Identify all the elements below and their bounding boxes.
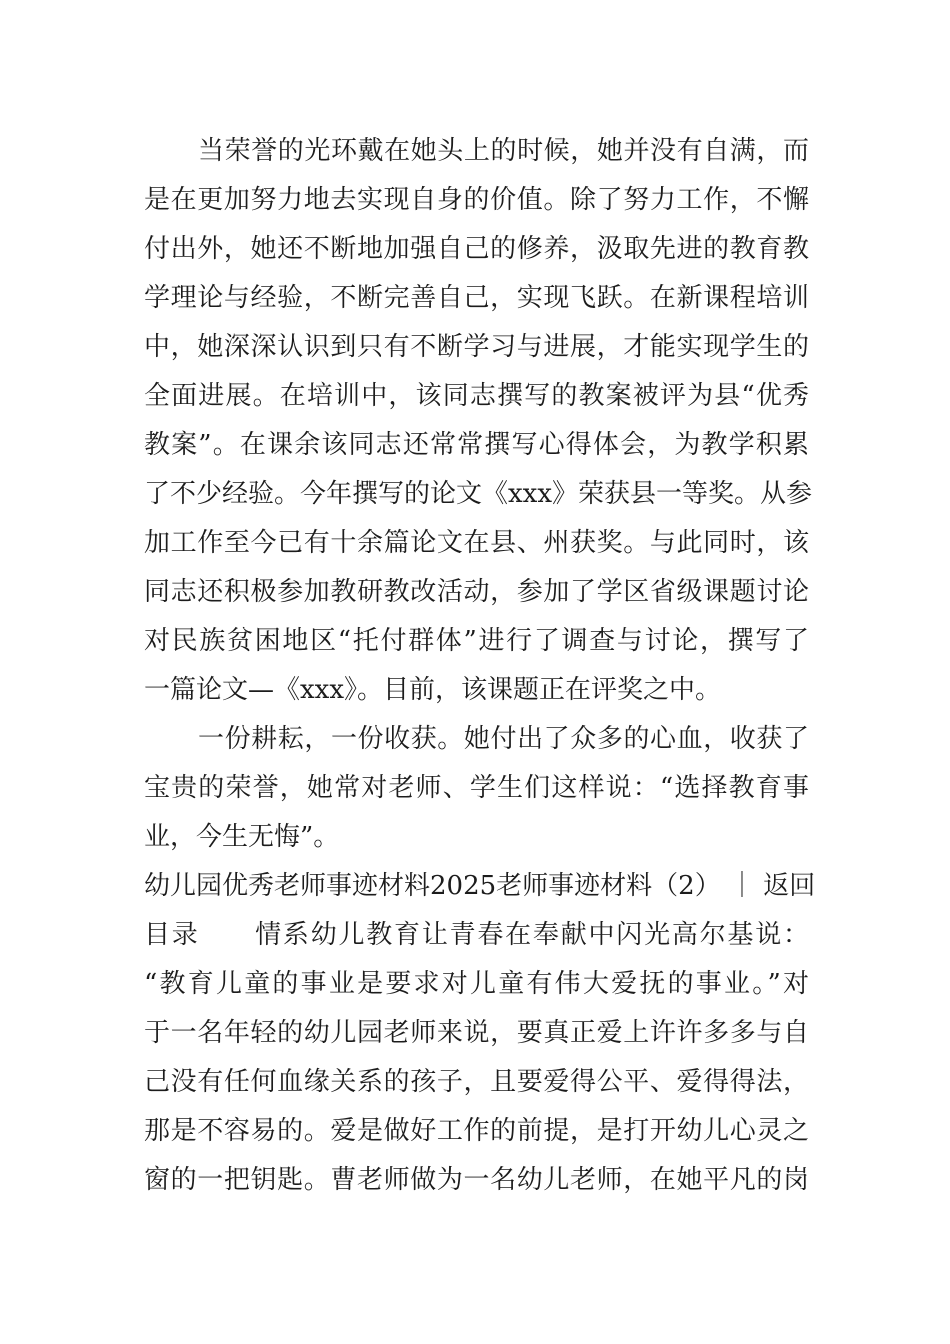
text-line: 学理论与经验，不断完善自己，实现飞跃。在新课程培训 bbox=[144, 283, 809, 313]
text-line: 于一名年轻的幼儿园老师来说，要真正爱上许许多多与自 bbox=[144, 1018, 809, 1048]
document-body bbox=[144, 127, 816, 1205]
section-heading-and-body bbox=[144, 862, 816, 1205]
text-line: 了不少经验。今年撰写的论文《xxx》荣获县一等奖。从参 bbox=[144, 479, 812, 509]
text-line: 付出外，她还不断地加强自己的修养，汲取先进的教育教 bbox=[144, 234, 809, 264]
text-line: 同志还积极参加教研教改活动，参加了学区省级课题讨论 bbox=[144, 577, 809, 607]
text-line: 是在更加努力地去实现自身的价值。除了努力工作，不懈 bbox=[144, 185, 809, 215]
text-line: 教案”。在课余该同志还常常撰写心得体会，为教学积累 bbox=[144, 430, 809, 460]
text-line: 对民族贫困地区“托付群体”进行了调查与讨论，撰写了 bbox=[144, 626, 809, 656]
paragraph-honor bbox=[144, 127, 812, 715]
text-line: 当荣誉的光环戴在她头上的时候，她并没有自满，而 bbox=[198, 136, 809, 166]
text-line: 全面进展。在培训中，该同志撰写的教案被评为县“优秀 bbox=[144, 381, 809, 411]
text-line: “教育儿童的事业是要求对儿童有伟大爱抚的事业。”对 bbox=[144, 969, 809, 999]
text-line: 业，今生无悔”。 bbox=[144, 822, 340, 852]
section-title-line: 幼儿园优秀老师事迹材料2025老师事迹材料（2） ｜ 返回 bbox=[144, 871, 816, 901]
paragraph-harvest bbox=[144, 715, 809, 862]
text-line: 中，她深深认识到只有不断学习与进展，才能实现学生的 bbox=[144, 332, 809, 362]
text-line: 宝贵的荣誉，她常对老师、学生们这样说：“选择教育事 bbox=[144, 773, 809, 803]
text-line: 一份耕耘，一份收获。她付出了众多的心血，收获了 bbox=[198, 724, 809, 754]
text-line: 那是不容易的。爱是做好工作的前提，是打开幼儿心灵之 bbox=[144, 1116, 809, 1146]
text-line: 加工作至今已有十余篇论文在县、州获奖。与此同时，该 bbox=[144, 528, 809, 558]
text-line: 窗的一把钥匙。曹老师做为一名幼儿老师，在她平凡的岗 bbox=[144, 1165, 809, 1195]
text-line: 己没有任何血缘关系的孩子，且要爱得公平、爱得得法， bbox=[144, 1067, 809, 1097]
text-line: 目录 情系幼儿教育让青春在奉献中闪光高尔基说： bbox=[144, 920, 809, 950]
text-line: 一篇论文—《xxx》。目前，该课题正在评奖之中。 bbox=[144, 675, 721, 705]
